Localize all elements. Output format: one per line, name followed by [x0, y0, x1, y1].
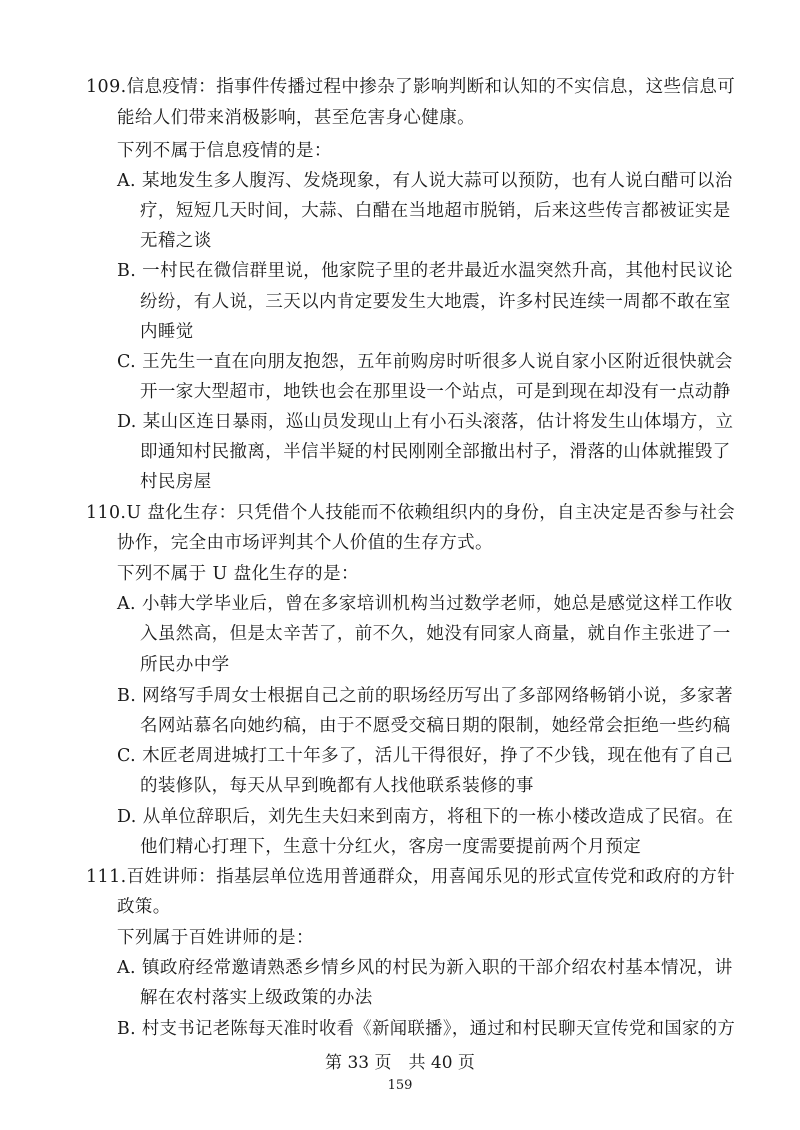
- option-a-line: 所民办中学: [140, 655, 230, 675]
- question-definition-line: 110.U 盘化生存：只凭借个人技能而不依赖组织内的身份，自主决定是否参与社会: [86, 503, 736, 523]
- option-b-line: 纷纷，有人说，三天以内肯定要发生大地震，许多村民连续一周都不敢在室: [140, 292, 731, 312]
- question-prompt: 下列不属于信息疫情的是：: [117, 141, 332, 161]
- option-d-line: D. 某山区连日暴雨，巡山员发现山上有小石头滚落，估计将发生山体塌方，立: [117, 412, 734, 432]
- option-b-line: 内睡觉: [140, 322, 194, 342]
- option-d-line: 村民房屋: [140, 472, 212, 492]
- option-d-line: 即通知村民撤离，半信半疑的村民刚刚全部撤出村子，滑落的山体就摧毁了: [140, 442, 731, 462]
- option-c-line: 开一家大型超市，地铁也会在那里设一个站点，可是到现在却没有一点动静: [140, 382, 731, 402]
- option-a-line: A. 镇政府经常邀请熟悉乡情乡风的村民为新入职的干部介绍农村基本情况，讲: [117, 958, 733, 978]
- option-b-line: B. 村支书记老陈每天准时收看《新闻联播》，通过和村民聊天宣传党和国家的方: [117, 1019, 736, 1039]
- option-a-line: 入虽然高，但是太辛苦了，前不久，她没有同家人商量，就自作主张进了一: [140, 624, 731, 644]
- option-a-line: A. 小韩大学毕业后，曾在多家培训机构当过数学老师，她总是感觉这样工作收: [117, 594, 733, 614]
- option-c-line: 的装修队，每天从早到晚都有人找他联系装修的事: [140, 776, 534, 796]
- option-c-line: C. 木匠老周进城打工十年多了，活儿干得很好，挣了不少钱，现在他有了自己: [117, 746, 733, 766]
- option-b-line: B. 一村民在微信群里说，他家院子里的老井最近水温突然升高，其他村民议论: [117, 261, 733, 281]
- question-prompt: 下列属于百姓讲师的是：: [117, 928, 314, 948]
- page-number: 159: [387, 1078, 413, 1093]
- question-definition-line: 协作，完全由市场评判其个人价值的生存方式。: [117, 533, 493, 553]
- option-b-line: 名网站慕名向她约稿，由于不愿受交稿日期的限制，她经常会拒绝一些约稿: [140, 716, 731, 736]
- option-a-line: 无稽之谈: [140, 231, 212, 251]
- option-a-line: 疗，短短几天时间，大蒜、白醋在当地超市脱销，后来这些传言都被证实是: [140, 201, 731, 221]
- option-a-line: 解在农村落实上级政策的办法: [140, 988, 373, 1008]
- option-a-line: A. 某地发生多人腹泻、发烧现象，有人说大蒜可以预防，也有人说白醋可以治: [117, 171, 733, 191]
- question-definition-line: 能给人们带来消极影响，甚至危害身心健康。: [117, 108, 475, 128]
- question-prompt: 下列不属于 U 盘化生存的是：: [117, 564, 359, 584]
- option-d-line: 他们精心打理下，生意十分红火，客房一度需要提前两个月预定: [140, 837, 642, 857]
- page-counter: 第 33 页 共 40 页: [325, 1053, 475, 1073]
- option-c-line: C. 王先生一直在向朋友抱怨，五年前购房时听很多人说自家小区附近很快就会: [117, 352, 733, 372]
- question-definition-line: 109.信息疫情：指事件传播过程中掺杂了影响判断和认知的不实信息，这些信息可: [86, 77, 736, 97]
- question-definition-line: 政策。: [117, 897, 171, 917]
- question-definition-line: 111.百姓讲师：指基层单位选用普通群众，用喜闻乐见的形式宣传党和政府的方针: [86, 867, 736, 887]
- option-b-line: B. 网络写手周女士根据自己之前的职场经历写出了多部网络畅销小说，多家著: [117, 686, 733, 706]
- option-d-line: D. 从单位辞职后，刘先生夫妇来到南方，将租下的一栋小楼改造成了民宿。在: [117, 807, 734, 827]
